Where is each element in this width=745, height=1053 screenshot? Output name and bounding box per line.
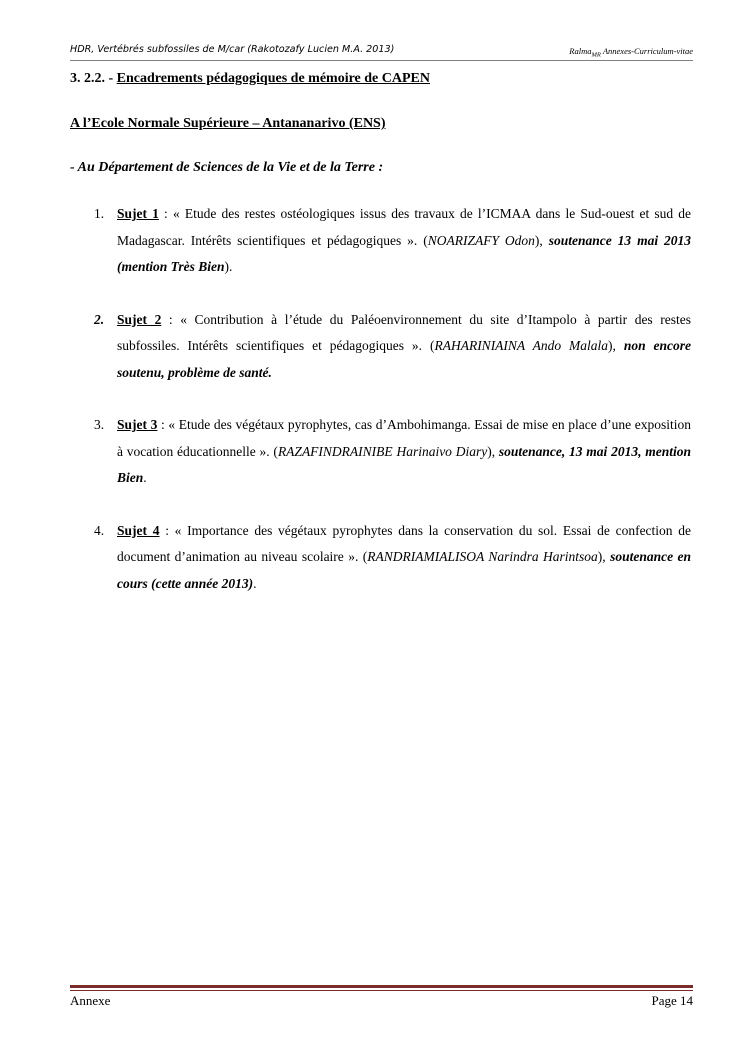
subject-text: : « Importance des végétaux pyrophytes dans la conservation du sol. Essai de confection de document d’animation au niveau scolaire ». (: [117, 522, 692, 564]
item-number: 4.: [94, 522, 105, 538]
header-title: HDR, Vertébrés subfossiles de M/car (Rakotozafy Lucien M.A. 2013): [70, 44, 395, 55]
defense-status: soutenance en cours (cette année 2013): [117, 549, 691, 591]
student-name: RAZAFINDRAINIBE Harinaivo Diary: [277, 443, 488, 459]
defense-status: non encore soutenu, problème de santé.: [117, 338, 692, 380]
list-item: [70, 201, 691, 281]
subject-label: Sujet 3: [117, 417, 158, 432]
list-item: [70, 307, 691, 387]
header-section: [569, 45, 693, 62]
subject-label: Sujet 2: [117, 311, 162, 327]
section-title: Encadrements pédagogiques de mémoire de CAPEN: [116, 71, 430, 86]
student-name: RANDRIAMIALISOA Narindra Harintsoa: [367, 549, 598, 564]
page-content: [70, 70, 691, 623]
student-name: RAHARINIAINA Ando Malala: [434, 338, 609, 353]
defense-status: soutenance, 13 mai 2013, mention Bien: [117, 443, 692, 485]
footer-label: Annexe: [70, 993, 111, 1008]
footer-rule: [70, 985, 693, 991]
subject-label: Sujet 1: [117, 206, 159, 221]
section-number: 3. 2.2. -: [70, 71, 117, 86]
item-number: 1.: [94, 206, 105, 221]
student-name: NOARIZAFY Odon: [427, 232, 535, 248]
department-heading: - Au Département de Sciences de la Vie et de la Terre :: [70, 160, 384, 175]
page-header: [70, 44, 693, 61]
defense-status: soutenance 13 mai 2013 (mention Très Bien: [117, 232, 692, 274]
subject-sep: ),: [487, 443, 499, 459]
subject-label: Sujet 4: [117, 522, 160, 538]
subject-text: : « Etude des végétaux pyrophytes, cas d’Ambohimanga. Essai de mise en place d’une exposition à vocation éducationnelle ». (: [117, 417, 691, 459]
list-item: [70, 412, 691, 492]
subject-text: : « Etude des restes ostéologiques issus des travaux de l’ICMAA dans le Sud-ouest et sud de Madagascar. Intérêts scientifiques et pédagogiques ». (: [117, 206, 692, 248]
subject-end: .: [253, 575, 257, 591]
subject-sep: ),: [534, 232, 549, 248]
subject-text: : « Contribution à l’étude du Paléoenvironnement du site d’Itampolo à partir des restes subfossiles. Intérêts scientifiques et pédagogiques ». (: [117, 311, 691, 353]
subject-list: [70, 201, 691, 597]
item-number: 3.: [94, 417, 105, 432]
school-heading: A l’Ecole Normale Supérieure – Antananarivo (ENS): [70, 116, 386, 131]
header-author-sub: MR: [591, 51, 601, 59]
header-author: Ralma: [569, 46, 592, 56]
list-item: [70, 518, 691, 598]
subject-end: ).: [224, 259, 233, 274]
subject-sep: ),: [608, 338, 624, 353]
section-heading: [70, 70, 691, 88]
header-annex-label: Annexes-Curriculum-vitae: [600, 46, 693, 56]
subject-end: .: [143, 470, 147, 485]
item-number: 2.: [94, 311, 105, 327]
subject-sep: ),: [597, 549, 611, 564]
page-number: Page 14: [651, 993, 693, 1008]
